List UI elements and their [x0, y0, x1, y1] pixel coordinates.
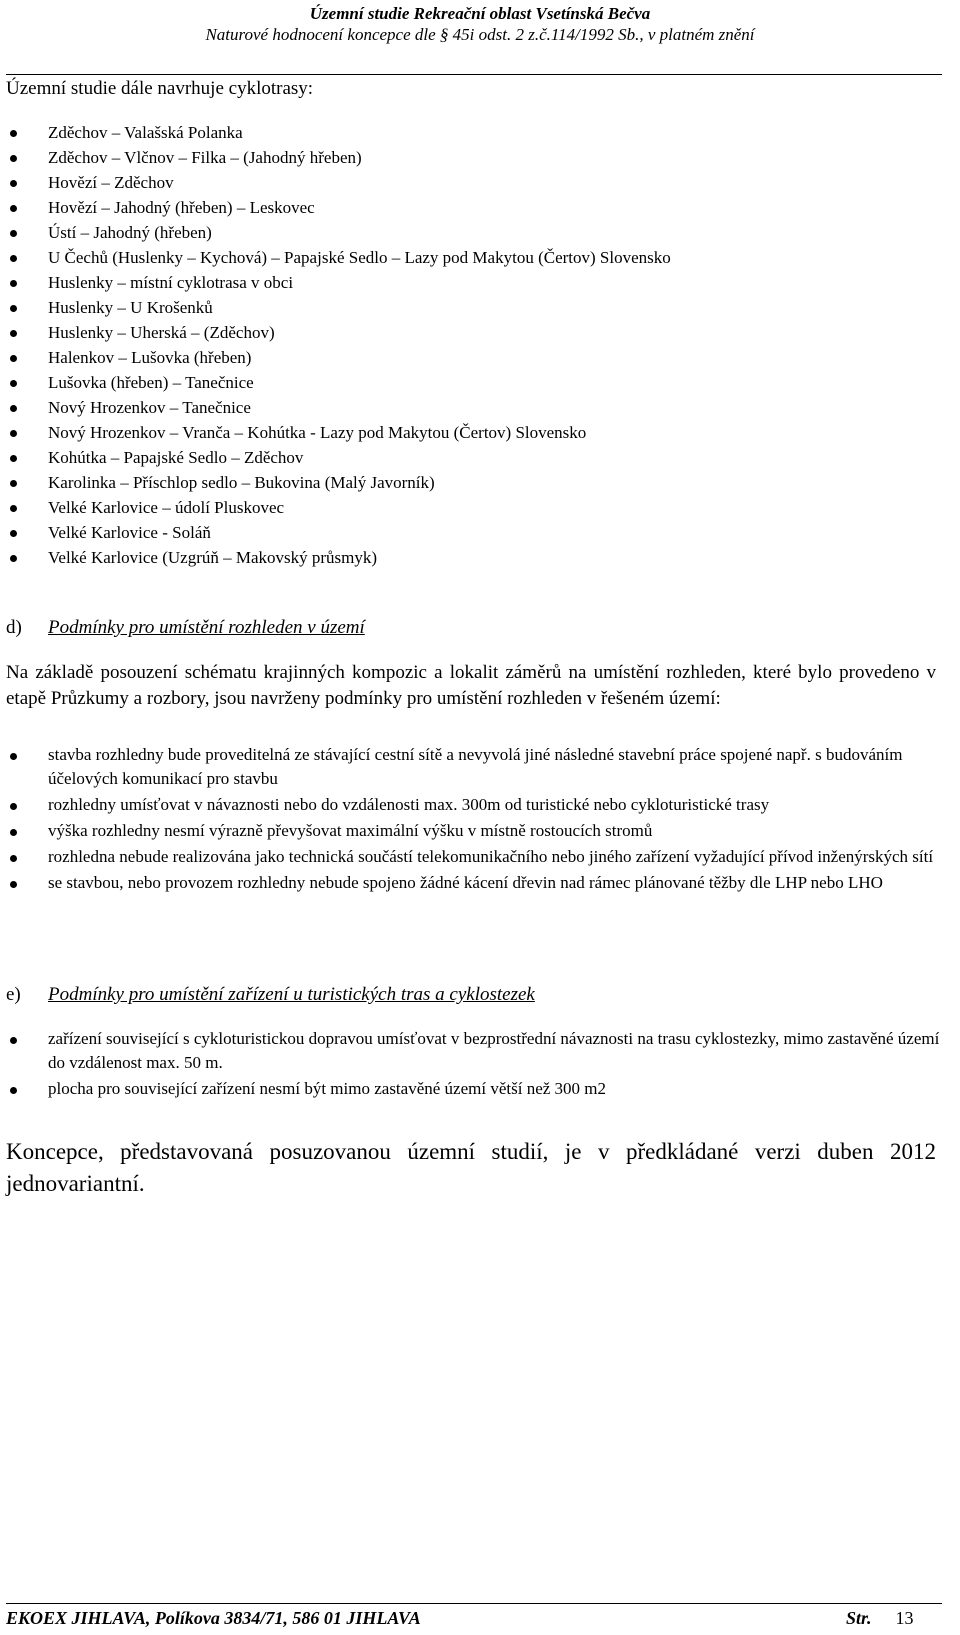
list-item: rozhledna nebude realizována jako technická součástí telekomunikačního nebo jiného zařízení vyžadující přívod inženýrských sítí [6, 845, 940, 869]
routes-intro: Územní studie dále navrhuje cyklotrasy: [6, 78, 314, 99]
list-item: se stavbou, nebo provozem rozhledny nebude spojeno žádné kácení dřevin nad rámec plánované těžby dle LHP nebo LHO [6, 871, 940, 895]
section-d-letter: d) [6, 617, 22, 638]
bullet-icon [10, 753, 17, 760]
bullet-icon [10, 803, 17, 810]
footer-divider [6, 1603, 942, 1604]
header-divider [6, 74, 942, 75]
header-title: Územní studie Rekreační oblast Vsetínská Bečva [309, 4, 651, 23]
bullet-icon [10, 829, 17, 836]
bullet-icon [10, 330, 17, 337]
list-item: Lušovka (hřeben) – Tanečnice [6, 370, 671, 395]
list-item: Huslenky – U Krošenků [6, 295, 671, 320]
list-item: Karolinka – Příschlop sedlo – Bukovina (Malý Javorník) [6, 470, 671, 495]
bullet-icon [10, 355, 17, 362]
list-item: výška rozhledny nesmí výrazně převyšovat maximální výšku v místně rostoucích stromů [6, 819, 940, 843]
bullet-icon [10, 255, 17, 262]
bullet-icon [10, 380, 17, 387]
bullet-icon [10, 180, 17, 187]
bullet-icon [10, 405, 17, 412]
list-item: Velké Karlovice – údolí Pluskovec [6, 495, 671, 520]
conclusion-paragraph: Koncepce, představovaná posuzovanou územní studií, je v předkládané verzi duben 2012 jednovariantní. [6, 1139, 936, 1196]
page-number: 13 [895, 1608, 914, 1628]
list-item: Zděchov – Vlčnov – Filka – (Jahodný hřeben) [6, 145, 671, 170]
section-e-letter: e) [6, 984, 21, 1005]
bullet-icon [10, 480, 17, 487]
bullet-icon [10, 1037, 17, 1044]
footer-page [846, 1608, 914, 1629]
footer-page-label: Str. [846, 1608, 872, 1628]
list-item: Halenkov – Lušovka (hřeben) [6, 345, 671, 370]
list-item: Huslenky – místní cyklotrasa v obci [6, 270, 671, 295]
list-item: Ústí – Jahodný (hřeben) [6, 220, 671, 245]
bullet-icon [10, 430, 17, 437]
bullet-icon [10, 855, 17, 862]
page-header [0, 3, 960, 45]
bullet-icon [10, 155, 17, 162]
section-d-title: Podmínky pro umístění rozhleden v území [48, 617, 365, 638]
list-item: stavba rozhledny bude proveditelná ze stávající cestní sítě a nevyvolá jiné následné stavební práce spojené např. s budováním účelových komunikací pro stavbu [6, 743, 940, 791]
section-e-title: Podmínky pro umístění zařízení u turistických tras a cyklostezek [48, 984, 535, 1005]
section-d-paragraph: Na základě posouzení schématu krajinných kompozic a lokalit záměrů na umístění rozhleden, které bylo provedeno v etapě Průzkumy a rozbory, jsou navrženy podmínky pro umístění rozhleden v řešeném území: [6, 662, 936, 709]
list-item: Kohútka – Papajské Sedlo – Zděchov [6, 445, 671, 470]
footer-company: EKOEX JIHLAVA, Políkova 3834/71, 586 01 JIHLAVA [6, 1608, 421, 1628]
list-item: plocha pro související zařízení nesmí být mimo zastavěné území větší než 300 m2 [6, 1077, 940, 1101]
section-d-list [6, 743, 940, 897]
bullet-icon [10, 881, 17, 888]
bullet-icon [10, 455, 17, 462]
section-e-heading [6, 984, 535, 1006]
header-subtitle: Naturové hodnocení koncepce dle § 45i odst. 2 z.č.114/1992 Sb., v platném znění [205, 25, 755, 44]
bullet-icon [10, 555, 17, 562]
bullet-icon [10, 230, 17, 237]
list-item: Hovězí – Jahodný (hřeben) – Leskovec [6, 195, 671, 220]
bullet-icon [10, 1087, 17, 1094]
list-item: Velké Karlovice (Uzgrúň – Makovský průsmyk) [6, 545, 671, 570]
list-item: rozhledny umísťovat v návaznosti nebo do vzdálenosti max. 300m od turistické nebo cykloturistické trasy [6, 793, 940, 817]
list-item: zařízení související s cykloturistickou dopravou umísťovat v bezprostřední návaznosti na trasu cyklostezky, mimo zastavěné území do vzdálenost max. 50 m. [6, 1027, 940, 1075]
list-item: Zděchov – Valašská Polanka [6, 120, 671, 145]
bullet-icon [10, 205, 17, 212]
section-d-heading [6, 617, 365, 639]
list-item: Hovězí – Zděchov [6, 170, 671, 195]
routes-list [6, 120, 671, 570]
list-item: Velké Karlovice - Soláň [6, 520, 671, 545]
section-e-list [6, 1027, 940, 1103]
list-item: Huslenky – Uherská – (Zděchov) [6, 320, 671, 345]
bullet-icon [10, 505, 17, 512]
list-item: U Čechů (Huslenky – Kychová) – Papajské Sedlo – Lazy pod Makytou (Čertov) Slovensko [6, 245, 671, 270]
list-item: Nový Hrozenkov – Vranča – Kohútka - Lazy pod Makytou (Čertov) Slovensko [6, 420, 671, 445]
bullet-icon [10, 280, 17, 287]
bullet-icon [10, 130, 17, 137]
bullet-icon [10, 530, 17, 537]
list-item: Nový Hrozenkov – Tanečnice [6, 395, 671, 420]
bullet-icon [10, 305, 17, 312]
